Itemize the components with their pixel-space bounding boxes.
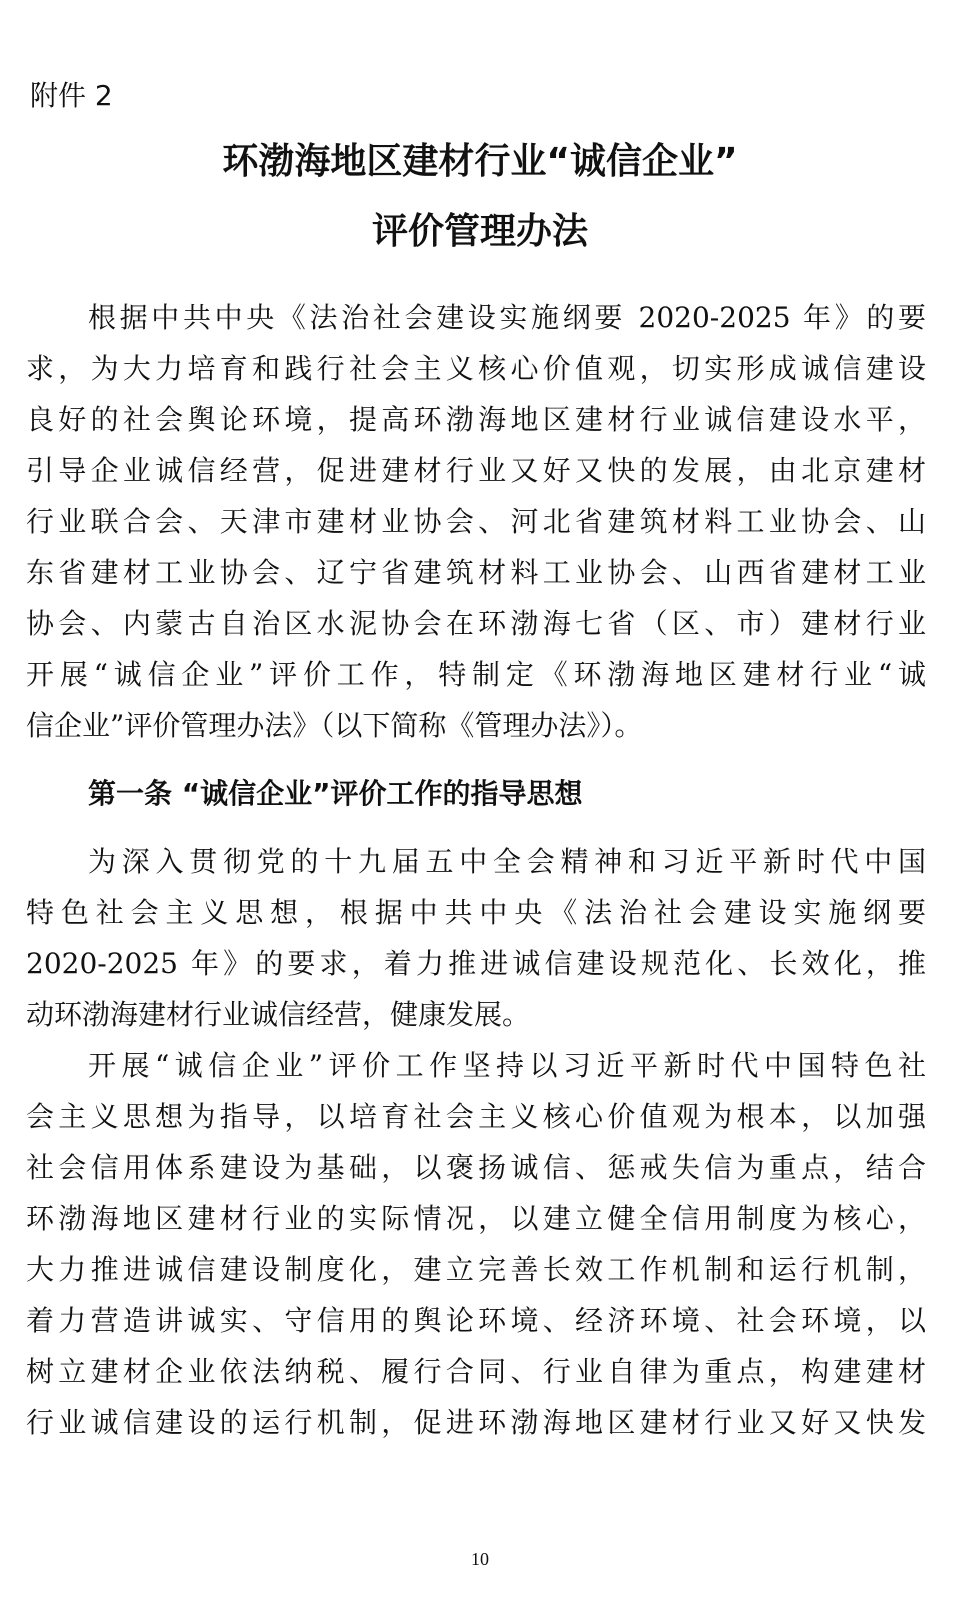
paragraph-3-line: 开展“诚信企业”评价工作坚持以习近平新时代中国特色社 [88,1049,926,1082]
paragraph-3-line: 会主义思想为指导，以培育社会主义核心价值观为根本，以加强 [26,1100,926,1133]
paragraph-1-line: 开展“诚信企业”评价工作，特制定《环渤海地区建材行业“诚 [26,658,926,691]
paragraph-3-line: 社会信用体系建设为基础，以褒扬诚信、惩戒失信为重点，结合 [26,1151,926,1184]
paragraph-3-line: 树立建材企业依法纳税、履行合同、行业自律为重点，构建建材 [26,1355,926,1388]
paragraph-2-line: 为深入贯彻党的十九届五中全会精神和习近平新时代中国 [88,845,926,878]
paragraph-1-line: 信企业”评价管理办法》（以下简称《管理办法》）。 [26,709,643,742]
paragraph-2-line: 2020-2025 年》的要求，着力推进诚信建设规范化、长效化，推 [26,947,926,980]
attachment-label: 附件 2 [30,79,113,112]
paragraph-1-line: 引导企业诚信经营，促进建材行业又好又快的发展，由北京建材 [26,454,926,487]
paragraph-3-line: 环渤海地区建材行业的实际情况，以建立健全信用制度为核心， [26,1202,926,1235]
page-number: 10 [471,1549,489,1569]
document-title-line-2: 评价管理办法 [371,211,588,252]
paragraph-1-line: 根据中共中央《法治社会建设实施纲要 2020-2025 年》的要 [88,301,926,334]
paragraph-3-line: 行业诚信建设的运行机制，促进环渤海地区建材行业又好又快发 [26,1406,926,1439]
paragraph-3-line: 着力营造讲诚实、守信用的舆论环境、经济环境、社会环境，以 [26,1304,926,1337]
paragraph-2-line: 动环渤海建材行业诚信经营，健康发展。 [26,998,531,1031]
article-1-heading: 第一条 “诚信企业”评价工作的指导思想 [88,777,583,810]
paragraph-1-line: 东省建材工业协会、辽宁省建筑材料工业协会、山西省建材工业 [26,556,926,589]
paragraph-1-line: 良好的社会舆论环境，提高环渤海地区建材行业诚信建设水平， [26,403,926,436]
paragraph-1-line: 协会、内蒙古自治区水泥协会在环渤海七省（区、市）建材行业 [26,607,926,640]
paragraph-1-line: 行业联合会、天津市建材业协会、河北省建筑材料工业协会、山 [26,505,926,538]
document-title-line-1: 环渤海地区建材行业“诚信企业” [222,141,738,182]
paragraph-3-line: 大力推进诚信建设制度化，建立完善长效工作机制和运行机制， [26,1253,926,1286]
paragraph-1-line: 求，为大力培育和践行社会主义核心价值观，切实形成诚信建设 [26,352,926,385]
paragraph-2-line: 特色社会主义思想，根据中共中央《法治社会建设实施纲要 [26,896,926,929]
